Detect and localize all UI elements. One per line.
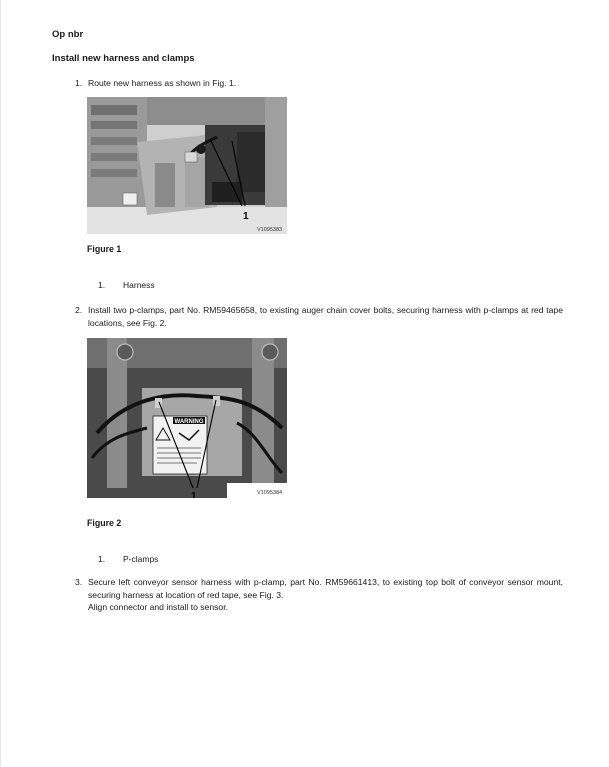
section-title: Install new harness and clamps [52,53,195,64]
op-number-label: Op nbr [52,29,84,40]
page-edge [0,0,1,767]
step-extra-text: Align connector and install to sensor. [88,602,228,612]
step-text: Route new harness as shown in Fig. 1. [88,78,237,88]
legend-label: P-clamps [123,554,159,564]
figure-1-image [87,97,287,234]
legend-number: 1. [98,554,106,564]
legend-label: Harness [123,280,155,290]
step-text: Secure left conveyor sensor harness with p-clamp, part No. RM59661413, to existing top bolt of conveyor sensor mount, securing harness at location of red tape, see Fig. 3. [88,577,563,600]
figure-2-caption: Figure 2 [87,518,122,528]
figure-1-ref: V1095383 [257,227,283,233]
step-number: 1. [75,78,83,88]
step-text: Install two p-clamps, part No. RM59465658, to existing auger chain cover bolts, securing harness with p-clamps at red tape locations, see Fig. 2. [88,305,563,328]
figure-2-ref: V1095384 [257,490,283,496]
step-number: 3. [75,577,83,587]
figure-2-warning-label: WARNING [174,419,204,425]
figure-2-image [87,338,287,498]
step-number: 2. [75,305,83,315]
figure-1-caption: Figure 1 [87,244,122,254]
figure-2-callout: 1 [191,491,197,498]
figure-1-callout: 1 [243,211,249,222]
legend-number: 1. [98,280,106,290]
